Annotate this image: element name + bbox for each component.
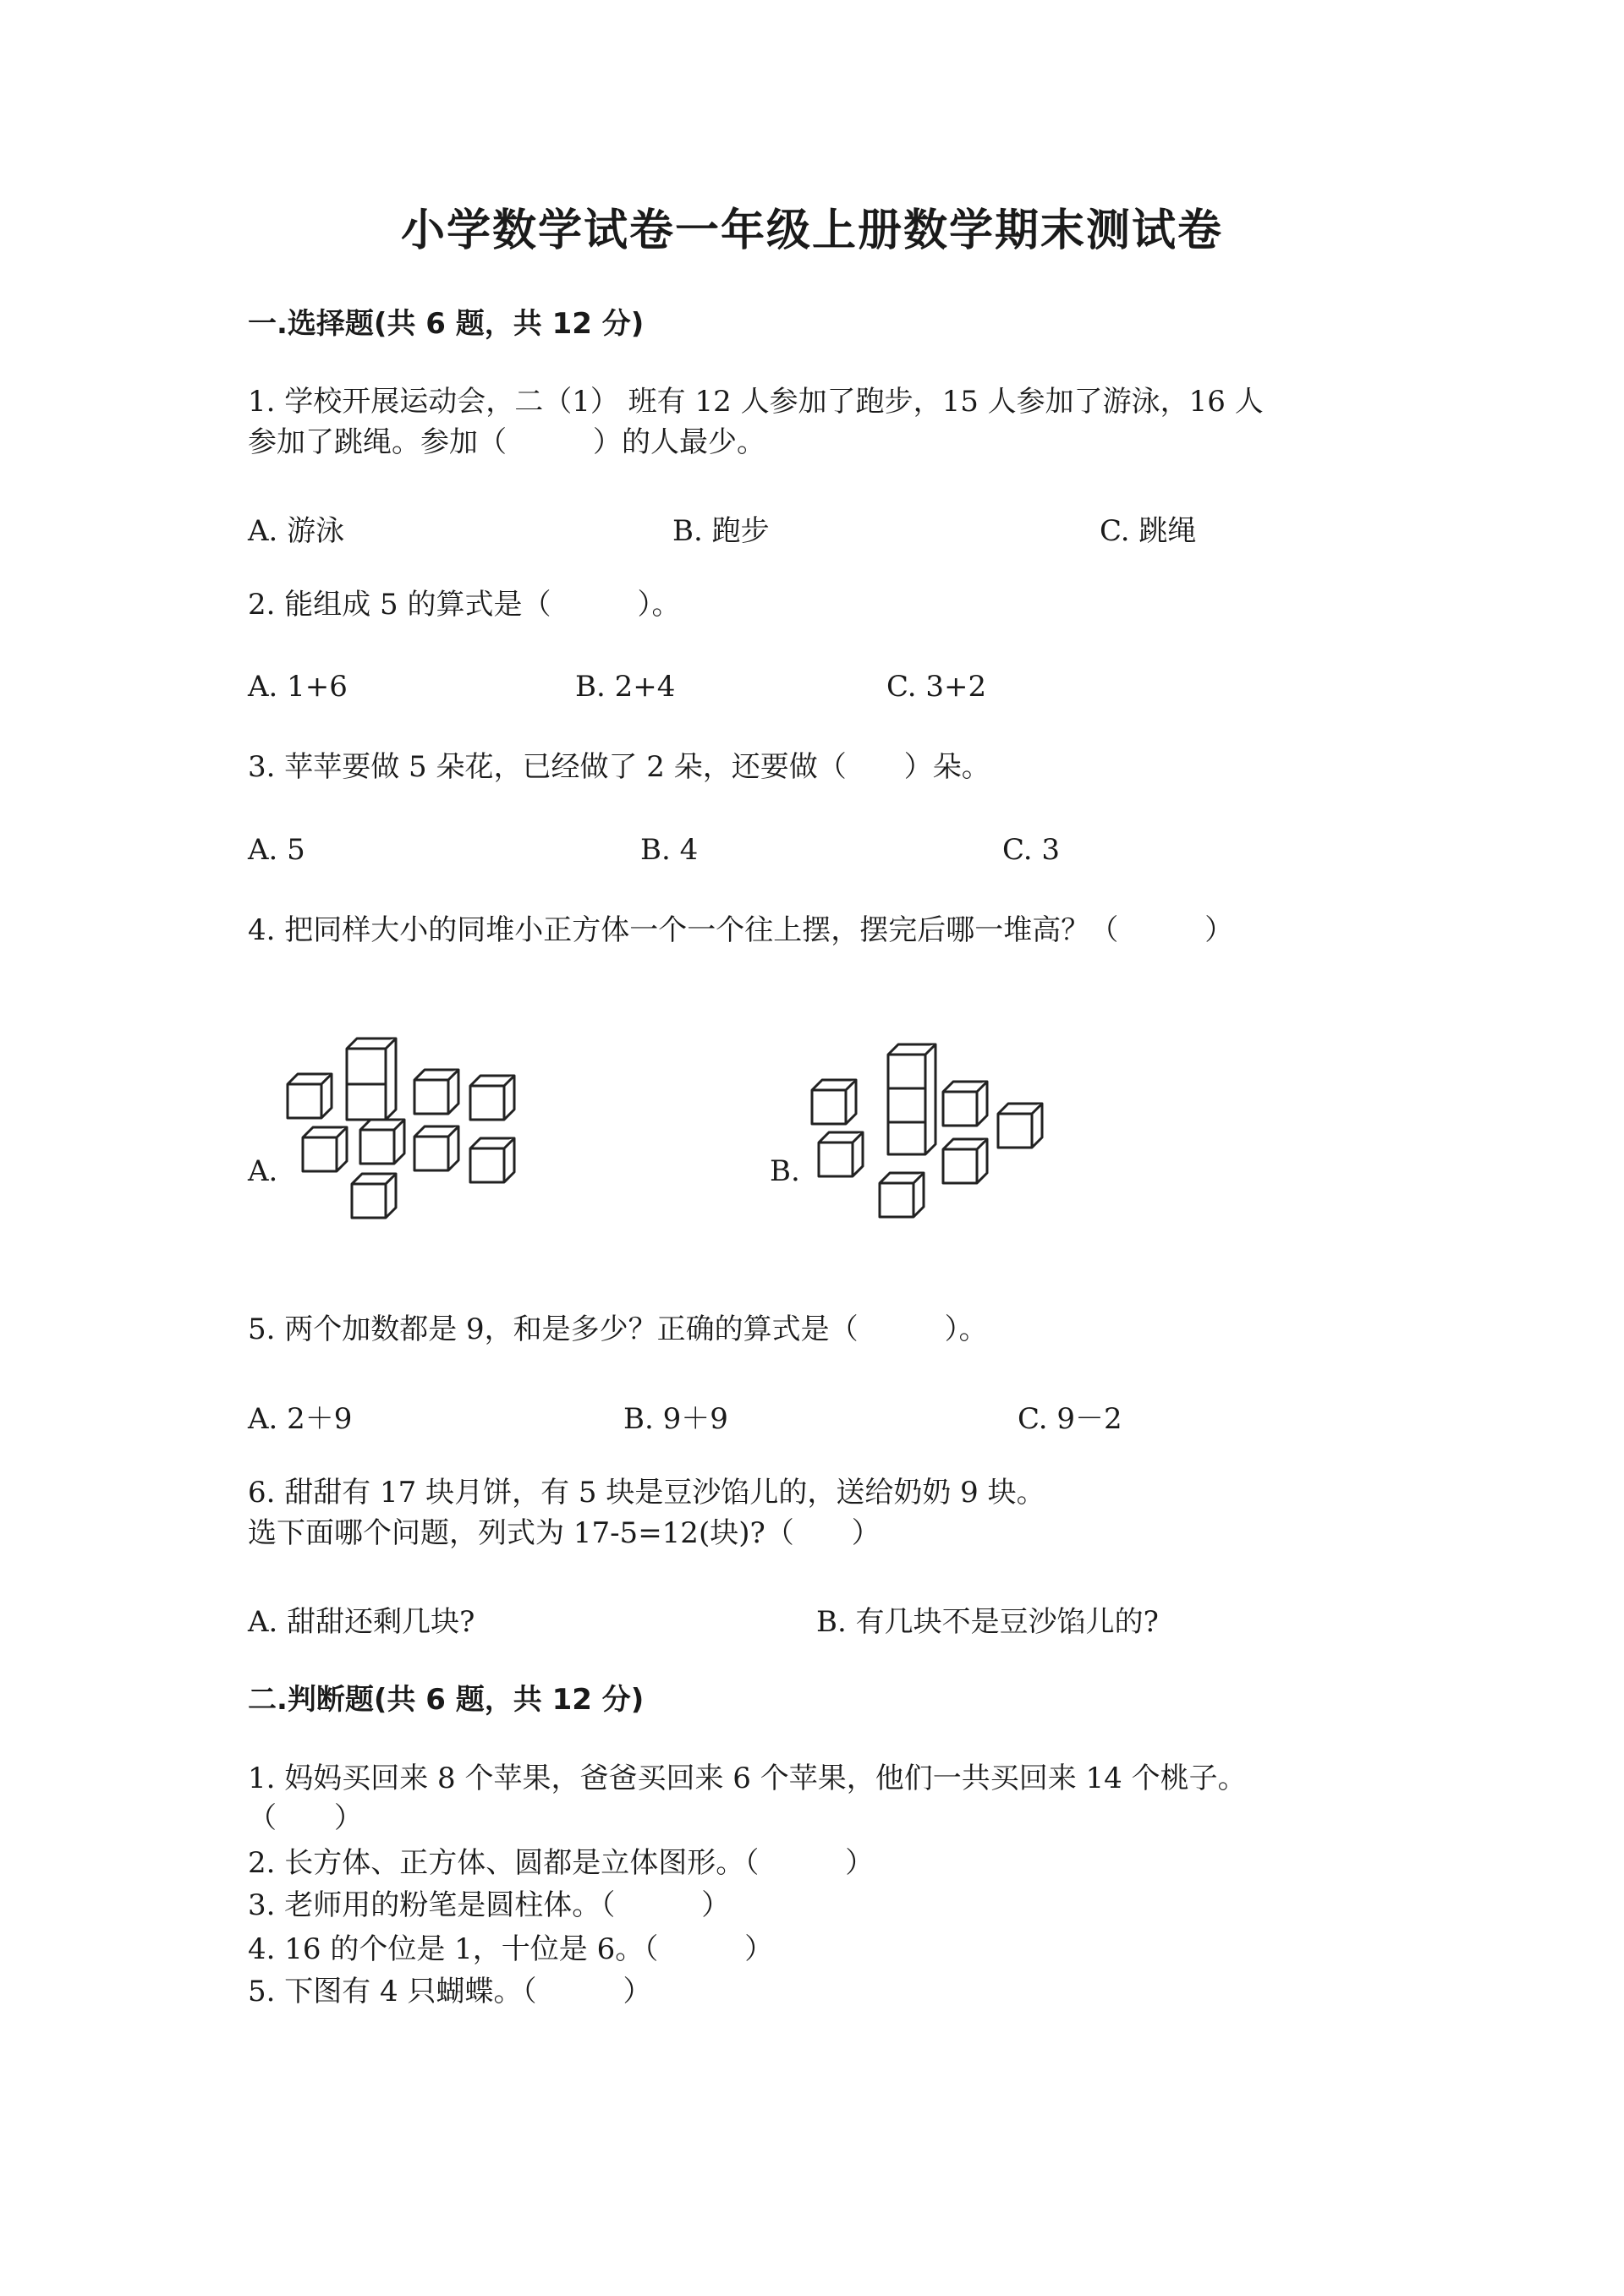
question-1-option-b: B. 跑步 — [672, 514, 770, 548]
question-2-option-a: A. 1+6 — [248, 670, 348, 704]
cube — [470, 1138, 514, 1182]
cube — [812, 1080, 856, 1124]
tf-item-4: 4. 16 的个位是 1，十位是 6。（ ） — [248, 1932, 774, 1966]
tf-item-2: 2. 长方体、正方体、圆都是立体图形。（ ） — [248, 1846, 875, 1880]
cube — [819, 1132, 863, 1176]
question-6-option-b: B. 有几块不是豆沙馅儿的? — [816, 1605, 1159, 1639]
question-5-option-c: C. 9－2 — [1018, 1402, 1122, 1436]
cube-pile-b-figure — [804, 1044, 1057, 1235]
question-3-line-1: 3. 苹苹要做 5 朵花，已经做了 2 朵，还要做（ ）朵。 — [248, 750, 990, 784]
question-4-option-b: B. — [770, 1154, 800, 1188]
cube — [360, 1120, 404, 1164]
question-3-option-c: C. 3 — [1002, 833, 1061, 867]
question-1-line-1: 1. 学校开展运动会，二（1） 班有 12 人参加了跑步，15 人参加了游泳，16 人 — [248, 385, 1264, 419]
cube — [943, 1139, 987, 1183]
page-title: 小学数学试卷一年级上册数学期末测试卷 — [400, 205, 1223, 256]
question-6-option-a: A. 甜甜还剩几块? — [248, 1605, 475, 1639]
cube — [880, 1173, 924, 1217]
question-2-line-1: 2. 能组成 5 的算式是（ ）。 — [248, 588, 681, 622]
cube — [888, 1044, 935, 1154]
tf-item-1-blank: （ ） — [248, 1801, 363, 1835]
question-5-line-1: 5. 两个加数都是 9，和是多少？正确的算式是（ ）。 — [248, 1312, 988, 1346]
section-heading-true-false: 二.判断题(共 6 题，共 12 分) — [248, 1683, 645, 1717]
question-3-option-b: B. 4 — [640, 833, 699, 867]
question-3-option-a: A. 5 — [248, 833, 305, 867]
cube — [470, 1076, 514, 1120]
tf-item-3: 3. 老师用的粉笔是圆柱体。（ ） — [248, 1888, 731, 1922]
cube — [303, 1127, 347, 1171]
question-2-option-b: B. 2+4 — [575, 670, 676, 704]
question-1-option-c: C. 跳绳 — [1100, 514, 1197, 548]
question-4-line-1: 4. 把同样大小的同堆小正方体一个一个往上摆，摆完后哪一堆高？（ ） — [248, 913, 1234, 947]
cube — [414, 1126, 458, 1170]
cube-pile-a-figure — [279, 1023, 550, 1226]
cube — [288, 1074, 332, 1118]
question-1-option-a: A. 游泳 — [248, 514, 345, 548]
cube — [998, 1104, 1042, 1148]
question-6-line-1: 6. 甜甜有 17 块月饼，有 5 块是豆沙馅儿的，送给奶奶 9 块。 — [248, 1476, 1045, 1510]
question-5-option-b: B. 9＋9 — [623, 1402, 728, 1436]
cube — [347, 1038, 396, 1120]
section-heading-choice: 一.选择题(共 6 题，共 12 分) — [248, 307, 645, 341]
question-1-line-2: 参加了跳绳。参加（ ）的人最少。 — [248, 425, 765, 459]
cube — [414, 1070, 458, 1114]
cube — [943, 1082, 987, 1126]
question-2-option-c: C. 3+2 — [886, 670, 987, 704]
tf-item-5: 5. 下图有 4 只蝴蝶。（ ） — [248, 1975, 652, 2008]
question-5-option-a: A. 2＋9 — [248, 1402, 353, 1436]
cube — [352, 1174, 396, 1218]
question-6-line-2: 选下面哪个问题，列式为 17-5=12(块)?（ ） — [248, 1516, 881, 1550]
tf-item-1: 1. 妈妈买回来 8 个苹果，爸爸买回来 6 个苹果，他们一共买回来 14 个桃子。 — [248, 1762, 1247, 1795]
question-4-option-a: A. — [248, 1154, 278, 1188]
